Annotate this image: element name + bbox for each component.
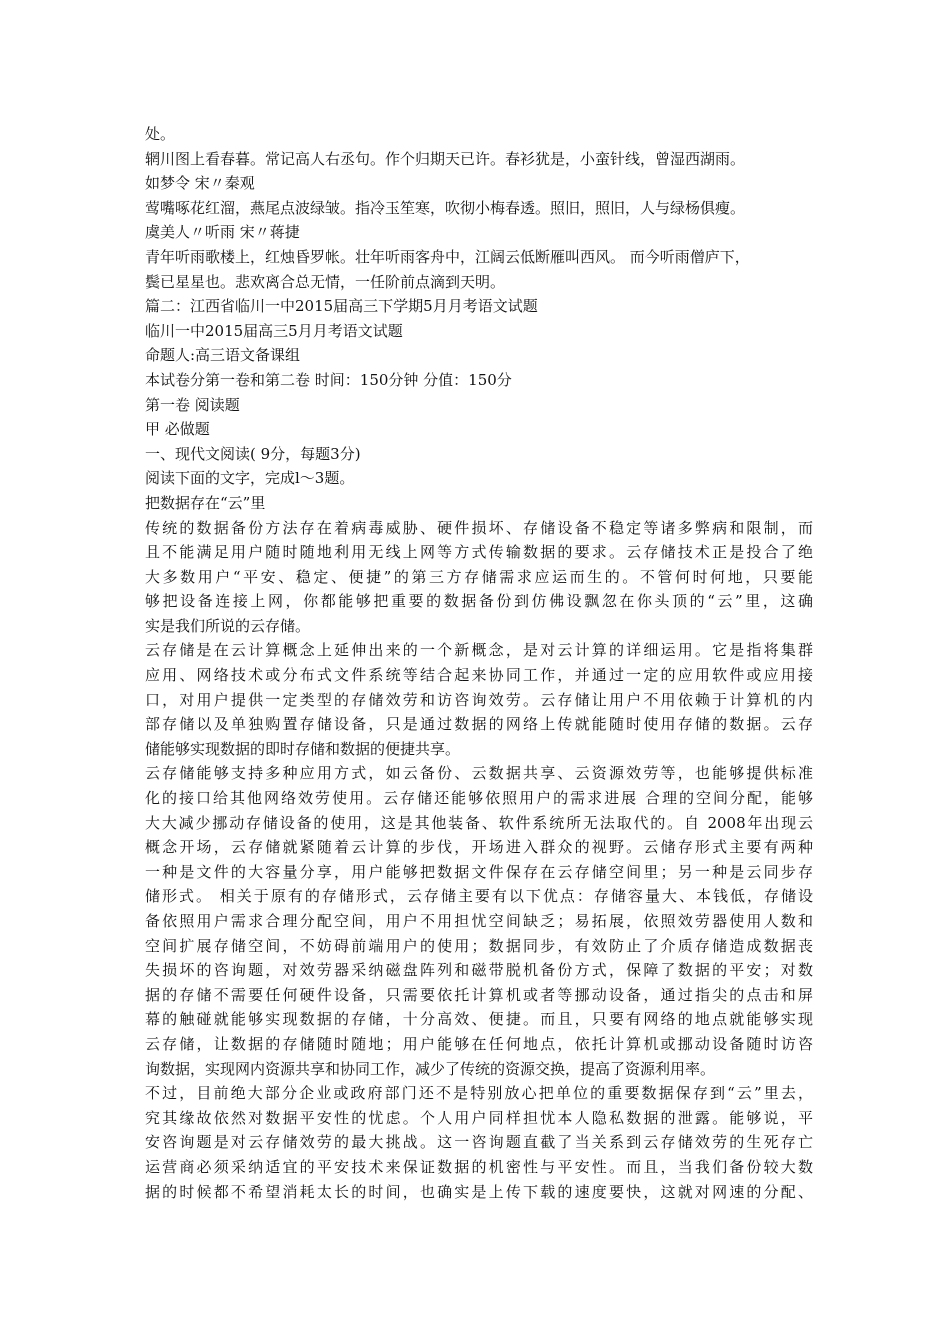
text-line: 一种是文件的大容量分享，用户能够把数据文件保存在云存储空间里；另一种是云同步存 bbox=[145, 862, 813, 881]
text-line: 储能够实现数据的即时存储和数据的便捷共享。 bbox=[145, 739, 461, 758]
text-line: 第一卷 阅读题 bbox=[145, 395, 240, 414]
text-line: 命题人:高三语文备课组 bbox=[145, 346, 301, 365]
text-line: 应用、网络技术或分布式文件系统等结合起来协同工作，并通过一定的应用软件或应用接 bbox=[145, 666, 813, 685]
text-line: 传统的数据备份方法存在着病毒威胁、硬件损坏、存储设备不稳定等诸多弊病和限制，而 bbox=[145, 518, 813, 537]
text-line: 鬓已星星也。悲欢离合总无情，一任阶前点滴到天明。 bbox=[145, 272, 506, 291]
text-line: 处。 bbox=[145, 125, 176, 143]
text-line: 如梦令 宋〃秦观 bbox=[145, 174, 255, 193]
text-line: 不过，目前绝大部分企业或政府部门还不是特别放心把单位的重要数据保存到“云”里去， bbox=[145, 1084, 813, 1103]
text-line: 据的时候都不希望消耗太长的时间，也确实是上传下载的速度要快，这就对网速的分配、 bbox=[145, 1182, 813, 1201]
text-line: 且不能满足用户随时随地利用无线上网等方式传输数据的要求。云存储技术正是投合了绝 bbox=[145, 543, 813, 562]
text-line: 备依照用户需求合理分配空间，用户不用担忧空间缺乏；易拓展，依照效劳器使用人数和 bbox=[145, 912, 813, 930]
text-line: 一、现代文阅读( 9分，每题3分) bbox=[145, 444, 361, 463]
text-line: 大大减少挪动存储设备的使用，这是其他装备、软件系统所无法取代的。自 2008年出现云 bbox=[145, 813, 813, 832]
text-line: 云存储是在云计算概念上延伸出来的一个新概念，是对云计算的详细运用。它是指将集群 bbox=[145, 641, 813, 660]
document-page bbox=[145, 122, 813, 1204]
text-line: 莺嘴啄花红溜，燕尾点波绿皱。指冷玉笙寒，吹彻小梅春透。照旧，照旧，人与绿杨俱瘦。 bbox=[145, 198, 746, 217]
text-line: 空间扩展存储空间，不妨碍前端用户的使用；数据同步，有效防止了介质存储造成数据丧 bbox=[145, 936, 813, 955]
text-line: 够把设备连接上网，你都能够把重要的数据备份到仿佛设飘忽在你头顶的“云”里，这确 bbox=[145, 592, 813, 611]
text-line: 实是我们所说的云存储。 bbox=[145, 616, 311, 635]
text-line: 概念开场，云存储就紧随着云计算的步伐，开场进入群众的视野。云储存形式主要有两种 bbox=[145, 838, 813, 857]
text-line: 虞美人〃听雨 宋〃蒋捷 bbox=[145, 223, 300, 242]
text-line: 幕的触碰就能够实现数据的存储，十分高效、便捷。而且，只要有网络的地点就能够实现 bbox=[145, 1010, 813, 1029]
text-line: 云存储，让数据的存储随时随地；用户能够在任何地点，依托计算机或挪动设备随时访咨 bbox=[145, 1034, 813, 1053]
text-line: 本试卷分第一卷和第二卷 时间：150分钟 分值：150分 bbox=[145, 370, 512, 389]
text-line: 甲 必做题 bbox=[145, 420, 210, 439]
text-line: 口，对用户提供一定类型的存储效劳和访咨询效劳。云存储让用户不用依赖于计算机的内 bbox=[145, 690, 813, 709]
text-line: 询数据，实现网内资源共享和协同工作，减少了传统的资源交换，提高了资源利用率。 bbox=[145, 1059, 716, 1078]
text-line: 储形式。 相关于原有的存储形式，云存储主要有以下优点：存储容量大、本钱低，存储设 bbox=[145, 887, 813, 906]
text-line: 云存储能够支持多种应用方式，如云备份、云数据共享、云资源效劳等，也能够提供标准 bbox=[145, 764, 813, 783]
text-line: 化的接口给其他网络效劳使用。云存储还能够依照用户的需求进展 合理的空间分配，能够 bbox=[145, 789, 813, 808]
text-line: 究其缘故依然对数据平安性的忧虑。个人用户同样担忧本人隐私数据的泄露。能够说，平 bbox=[145, 1108, 813, 1127]
text-line: 安咨询题是对云存储效劳的最大挑战。这一咨询题直截了当关系到云存储效劳的生死存亡 bbox=[145, 1133, 813, 1152]
text-line: 失损坏的咨询题，对效劳器采纳磁盘阵列和磁带脱机备份方式，保障了数据的平安；对数 bbox=[145, 961, 813, 980]
text-line: 临川一中2015届高三5月月考语文试题 bbox=[145, 321, 403, 340]
text-line: 把数据存在“云”里 bbox=[145, 493, 266, 512]
text-line: 篇二：江西省临川一中2015届高三下学期5月月考语文试题 bbox=[145, 297, 538, 316]
text-line: 青年听雨歌楼上，红烛昏罗帐。壮年听雨客舟中，江阔云低断雁叫西风。 而今听雨僧庐下， bbox=[145, 247, 750, 266]
text-line: 大多数用户“平安、稳定、便捷”的第三方存储需求应运而生的。不管何时何地，只要能 bbox=[145, 567, 813, 586]
text-line: 阅读下面的文字，完成l～3题。 bbox=[145, 469, 355, 488]
text-line: 部存储以及单独购置存储设备，只是通过数据的网络上传就能随时使用存储的数据。云存 bbox=[145, 715, 813, 734]
text-line: 运营商必须采纳适宜的平安技术来保证数据的机密性与平安性。而且，当我们备份较大数 bbox=[145, 1157, 813, 1176]
text-line: 据的存储不需要任何硬件设备，只需要依托计算机或者等挪动设备，通过指尖的点击和屏 bbox=[145, 985, 813, 1004]
text-line: 辋川图上看春暮。常记高人右丞句。作个归期天已许。春衫犹是，小蛮针线，曾湿西湖雨。 bbox=[145, 149, 746, 168]
